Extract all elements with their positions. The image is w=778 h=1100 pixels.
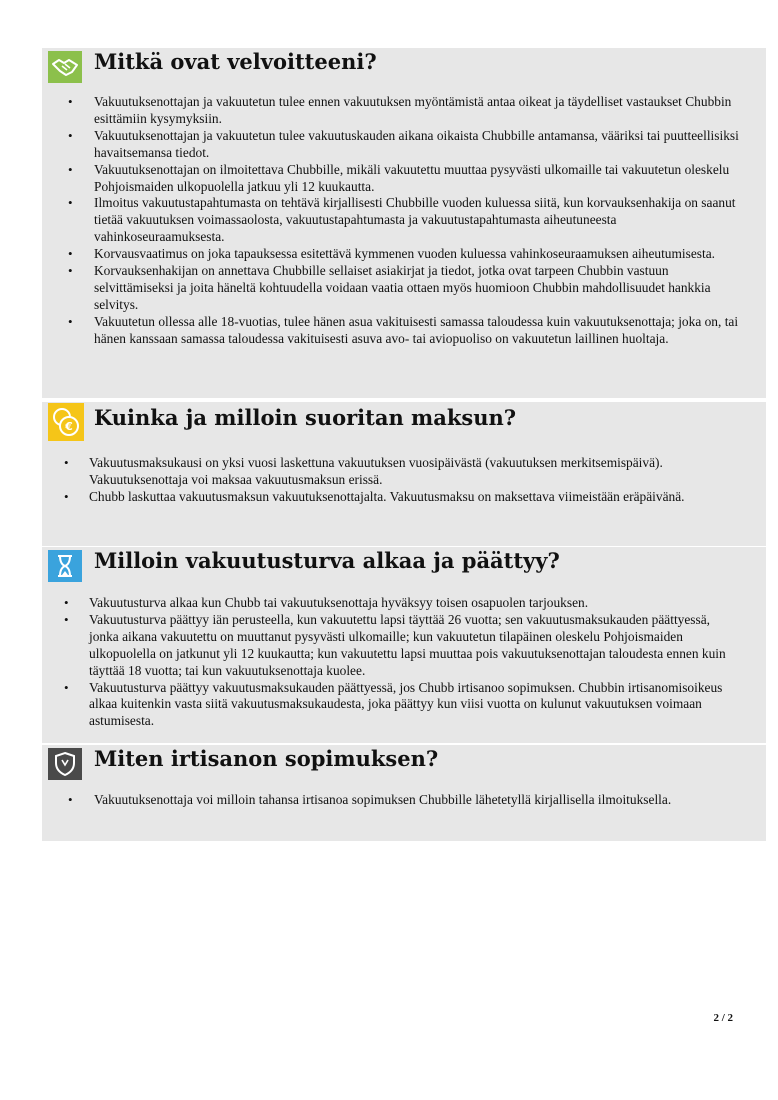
- list-item: • Ilmoitus vakuutustapahtumasta on tehtävä kirjallisesti Chubbille vuoden kuluessa siitä, kun korvauksenhakija on saanut tietää vakuutuksen voimassaolosta, vakuutustapahtumasta ja vakuutustapahtumasta aiheutuneesta vahinkoseuraamuksesta.: [68, 195, 736, 245]
- handshake-icon: [48, 51, 82, 83]
- hourglass-icon: [48, 550, 82, 582]
- list-item: • Vakuutuksenottajan ja vakuutetun tulee ennen vakuutuksen myöntämistä antaa oikeat ja täydelliset vastaukset Chubbin esittämiin kysymyksiin.: [68, 94, 732, 126]
- list-item: • Vakuutusmaksukausi on yksi vuosi laskettuna vakuutuksen vuosipäivästä (vakuutuksen merkitsemispäivä). Vakuutuksenottaja voi maksaa vakuutusmaksun erissä.: [64, 455, 663, 487]
- section-heading: Kuinka ja milloin suoritan maksun?: [94, 405, 517, 430]
- section-heading: Mitkä ovat velvoitteeni?: [94, 49, 377, 74]
- list-item: • Vakuutusturva päättyy iän perusteella, kun vakuutettu lapsi täyttää 26 vuotta; sen vakuutusmaksukauden päättyessä, jonka aikana vakuutettu on muuttanut pysyvästi ulkomaille; kun vakuutetun tilapäinen oleskelu Pohjoismaiden ulkopuolella on jatkunut yli 12 kuukautta; kun vakuutettu lapsi muuttaa pois vakuutuksenottajan taloudesta ennen kuin täyttää 18 vuotta; tai kun vakuutuksenottaja kuolee.: [64, 611, 726, 678]
- shield-icon: [48, 748, 82, 780]
- list-item: • Vakuutusturva alkaa kun Chubb tai vakuutuksenottaja hyväksyy toisen osapuolen tarjouksen.: [64, 595, 589, 610]
- list-item: • Korvausvaatimus on joka tapauksessa esitettävä kymmenen vuoden kuluessa vahinkoseuraamuksen aiheutumisesta.: [68, 246, 716, 262]
- page-number: 2 / 2: [713, 1012, 733, 1024]
- section-heading: Miten irtisanon sopimuksen?: [94, 746, 439, 771]
- list-item: • Chubb laskuttaa vakuutusmaksun vakuutuksenottajalta. Vakuutusmaksu on maksettava viimeistään eräpäivänä.: [64, 488, 685, 504]
- list-item: • Vakuutuksenottajan ja vakuutetun tulee vakuutuskauden aikana oikaista Chubbille antamansa, vääriksi tai puutteellisiksi havaitsemansa tiedot.: [68, 127, 739, 160]
- termination-section: [42, 745, 766, 841]
- payment-section: [42, 402, 766, 546]
- list-item: • Vakuutuksenottaja voi milloin tahansa irtisanoa sopimuksen Chubbille lähetetyllä kirjallisella ilmoituksella.: [68, 792, 672, 807]
- list-item: • Vakuutuksenottajan on ilmoitettava Chubbille, mikäli vakuutettu muuttaa pysyvästi ulkomaille tai vakuutetun oleskelu Pohjoismaiden ulkopuolella jatkuu yli 12 kuukautta.: [68, 161, 730, 194]
- list-item: • Vakuutusturva päättyy vakuutusmaksukauden päättyessä, jos Chubb irtisanoo sopimuksen. Chubbin irtisanomisoikeus alkaa kuitenkin vasta siitä vakuutusmaksukaudesta, joka päättyy kun viisi vuotta on kulunut vakuutuksen voimaan astumisesta.: [64, 679, 723, 729]
- svg-text:€: €: [65, 420, 73, 433]
- list-item: • Vakuutetun ollessa alle 18-vuotias, tulee hänen asua vakituisesti samassa taloudessa kuin vakuutuksenottaja; joka on, tai hänen kanssaan samassa taloudessa vakituisesti asuva avo- tai aviopuoliso on vakuutetun laillinen huoltaja.: [68, 313, 739, 346]
- list-item: • Korvauksenhakijan on annettava Chubbille sellaiset asiakirjat ja tiedot, jotka ovat tarpeen Chubbin vastuun selvittämiseksi ja joita häneltä kohtuudella voidaan vaatia ottaen myös huomioon Chubbin mahdollisuudet hankkia selvitys.: [68, 263, 711, 312]
- section-heading: Milloin vakuutusturva alkaa ja päättyy?: [94, 548, 560, 573]
- obligations-section: [42, 48, 766, 398]
- coins-icon: [48, 403, 84, 441]
- coverage-period-section: [42, 547, 766, 743]
